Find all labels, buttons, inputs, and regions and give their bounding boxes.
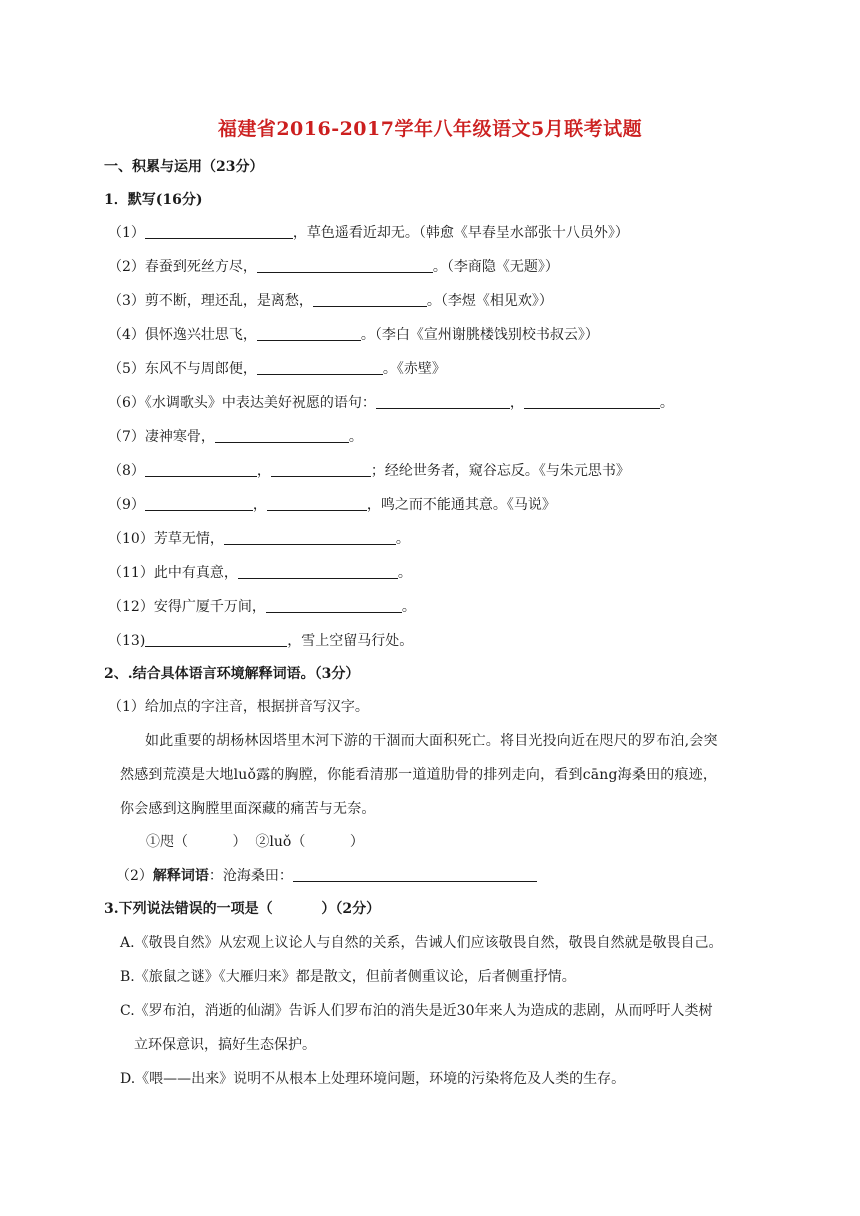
q1-item-13 — [108, 631, 413, 651]
item-text: ：沧海桑田： — [208, 868, 293, 884]
passage-line-2: 然感到荒漠是大地luǒ露的胸膛，你能看清那一道道肋骨的排列走向，看到cāng海桑田的痕迹， — [120, 767, 718, 783]
answer-blank[interactable] — [376, 394, 510, 409]
q1-item-4 — [108, 325, 599, 345]
item-number: （2） — [108, 259, 145, 275]
item-text: 东风不与周郎便， — [144, 361, 257, 377]
section-heading: 一、积累与运用（23分） — [104, 159, 264, 175]
answer-blank[interactable] — [145, 224, 293, 239]
item-text: 。（李煜《相见欢》） — [426, 293, 553, 309]
item-text: 。 — [401, 599, 416, 615]
item-number: （8） — [108, 463, 145, 479]
item-text: ， — [256, 463, 271, 479]
item-text: 。 — [395, 531, 410, 547]
answer-blank[interactable] — [145, 496, 253, 511]
q1-item-1 — [108, 223, 629, 243]
q1-item-8 — [108, 461, 630, 481]
answer-blank[interactable] — [145, 462, 257, 477]
item-text: 安得广厦千万间， — [153, 599, 266, 615]
item-number: （11） — [108, 565, 154, 581]
item-number: （13 — [108, 633, 140, 649]
q1-item-3 — [108, 291, 553, 311]
item-number: （2） — [116, 868, 153, 884]
answer-blank[interactable] — [266, 598, 402, 613]
item-number: （6） — [108, 395, 145, 411]
item-text: 芳草无情， — [153, 531, 224, 547]
q1-item-11 — [108, 563, 412, 583]
item-text: ；经纶世务者，窥谷忘反。《与朱元思书》 — [370, 463, 630, 479]
option-d: D.《喂——出来》说明不从根本上处理环境问题，环境的污染将危及人类的生存。 — [120, 1071, 626, 1087]
answer-blank[interactable] — [238, 564, 398, 579]
answer-blank[interactable] — [293, 867, 537, 882]
q1-item-5 — [108, 359, 446, 379]
item-text: 剪不断，理还乱，是离愁， — [144, 293, 313, 309]
item-text: 俱怀逸兴壮思飞， — [144, 327, 257, 343]
answer-blank[interactable] — [271, 462, 371, 477]
item-text: 。（李白《宣州谢朓楼饯别校书叔云》） — [360, 327, 599, 343]
option-c: C.《罗布泊，消逝的仙湖》告诉人们罗布泊的消失是近30年来人为造成的悲剧，从而呼吁人类树 — [120, 1003, 713, 1019]
answer-blank[interactable] — [524, 394, 660, 409]
question-1-heading: 1．默写(16分) — [104, 192, 203, 208]
q2-sub-1: （1）给加点的字注音，根据拼音写汉字。 — [108, 699, 369, 715]
item-text: 春蚕到死丝方尽， — [144, 259, 257, 275]
item-text: 。《赤壁》 — [382, 361, 446, 377]
doc-title: 福建省2016-2017学年八年级语文5月联考试题 — [217, 118, 643, 140]
option-b: B.《旅鼠之谜》《大雁归来》都是散文，但前者侧重议论，后者侧重抒情。 — [120, 969, 576, 985]
q1-item-12 — [108, 597, 416, 617]
item-text: ， — [252, 497, 267, 513]
item-text: 凄神寒骨， — [144, 429, 215, 445]
item-number: （12） — [108, 599, 154, 615]
item-text: ， — [509, 395, 524, 411]
item-number: （1） — [108, 225, 145, 241]
q1-item-7 — [108, 427, 363, 447]
q1-item-9 — [108, 495, 556, 515]
item-text: ) — [139, 633, 146, 649]
passage-line-3: 你会感到这胸膛里面深藏的痛苦与无奈。 — [120, 801, 376, 817]
answer-blank[interactable] — [257, 258, 433, 273]
item-text: ，雪上空留马行处。 — [287, 633, 414, 649]
question-3-heading: 3.下列说法错误的一项是（ ）（2分） — [104, 901, 381, 917]
q1-item-6 — [108, 393, 674, 413]
item-text: 。 — [397, 565, 412, 581]
item-number: （5） — [108, 361, 145, 377]
item-label: 解释词语 — [152, 868, 209, 884]
option-a: A.《敬畏自然》从宏观上议论人与自然的关系，告诫人们应该敬畏自然，敬畏自然就是敬畏自己。 — [120, 935, 723, 951]
pinyin-fill-line: ①咫（ ） ②luǒ（ ） — [146, 834, 364, 850]
item-number: （10） — [108, 531, 154, 547]
item-number: （3） — [108, 293, 145, 309]
answer-blank[interactable] — [313, 292, 427, 307]
item-text: 。（李商隐《无题》） — [432, 259, 559, 275]
answer-blank[interactable] — [257, 360, 383, 375]
item-text: ，鸣之而不能通其意。《马说》 — [366, 497, 556, 513]
item-text: 。 — [348, 429, 363, 445]
q2-sub-2 — [116, 866, 537, 886]
answer-blank[interactable] — [145, 632, 287, 647]
passage-line-1: 如此重要的胡杨林因塔里木河下游的干涸而大面积死亡。将目光投向近在咫尺的罗布泊,会突 — [145, 733, 718, 749]
answer-blank[interactable] — [224, 530, 396, 545]
q1-item-10 — [108, 529, 410, 549]
item-text: 此中有真意， — [153, 565, 238, 581]
item-text: ，草色遥看近却无。（韩愈《早春呈水部张十八员外》） — [292, 225, 629, 241]
item-text: 《水调歌头》中表达美好祝愿的语句： — [144, 395, 376, 411]
item-number: （9） — [108, 497, 145, 513]
item-number: （7） — [108, 429, 145, 445]
answer-blank[interactable] — [257, 326, 361, 341]
item-number: （4） — [108, 327, 145, 343]
item-text: 。 — [659, 395, 674, 411]
answer-blank[interactable] — [267, 496, 367, 511]
option-c-continued: 立环保意识，搞好生态保护。 — [134, 1037, 316, 1053]
q1-item-2 — [108, 257, 559, 277]
question-2-heading: 2、.结合具体语言环境解释词语。（3分） — [104, 666, 360, 682]
answer-blank[interactable] — [215, 428, 349, 443]
